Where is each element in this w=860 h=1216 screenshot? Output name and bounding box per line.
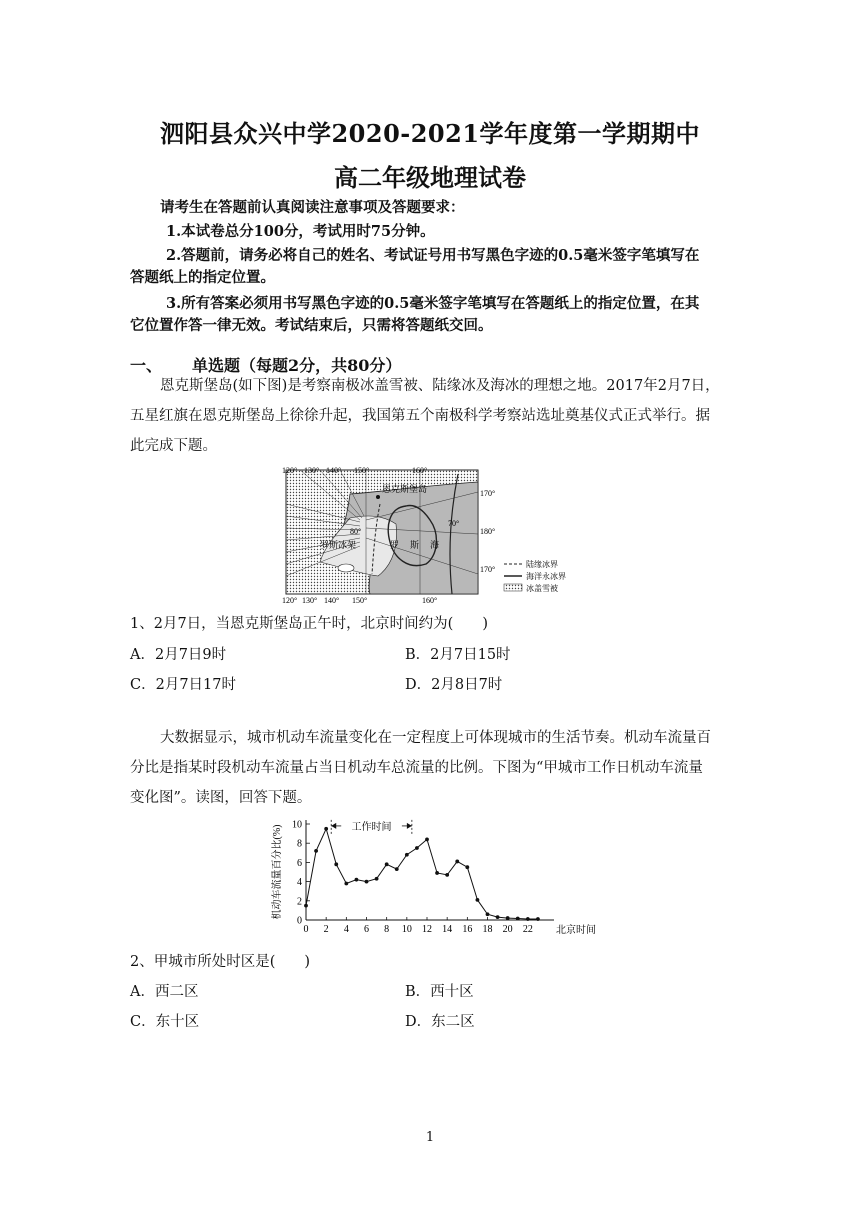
y-tick-label: 8 bbox=[297, 838, 302, 850]
x-tick-label: 6 bbox=[364, 924, 369, 935]
top-lon-160: 160° bbox=[412, 466, 428, 475]
traffic-flow-chart bbox=[266, 812, 596, 942]
right-lon-170-south: 170° bbox=[480, 565, 496, 574]
question2-option-d: D．东二区 bbox=[405, 1014, 475, 1030]
y-axis-label: 机动车流量百分比(%) bbox=[272, 824, 283, 920]
passage1-line3: 此完成下题。 bbox=[130, 438, 217, 454]
data-point bbox=[496, 915, 500, 919]
question2-option-c: C．东十区 bbox=[130, 1014, 200, 1030]
inexpressible-island-marker bbox=[376, 495, 380, 499]
exam-title-line1: 泗阳县众兴中学2020-2021学年度第一学期期中 bbox=[159, 119, 701, 148]
bottom-lon-140: 140° bbox=[324, 596, 340, 605]
passage2-line1: 大数据显示，城市机动车流量变化在一定程度上可体现城市的生活节奏。机动车流量百 bbox=[160, 730, 711, 746]
data-point bbox=[415, 846, 419, 850]
small-island bbox=[338, 564, 354, 572]
x-tick-label: 4 bbox=[343, 924, 349, 935]
x-axis-label: 北京时间 bbox=[556, 925, 596, 936]
passage1-line1: 恩克斯堡岛(如下图)是考察南极冰盖雪被、陆缘冰及海冰的理想之地。2017年2月7日， bbox=[160, 378, 720, 394]
top-lon-120: 120° bbox=[282, 466, 298, 475]
data-point bbox=[445, 873, 449, 877]
legend-ice-cap: 冰盖雪被 bbox=[526, 584, 558, 593]
data-point bbox=[405, 853, 409, 857]
data-point bbox=[536, 917, 540, 921]
data-point bbox=[516, 917, 520, 921]
x-tick-label: 18 bbox=[482, 924, 493, 935]
question2-option-a: A．西二区 bbox=[130, 984, 199, 1000]
question2-stem: 2、甲城市所处时区是( ) bbox=[130, 954, 311, 970]
label-inexpressible-island: 恩克斯堡岛 bbox=[382, 484, 428, 494]
data-point bbox=[476, 898, 480, 902]
question1-option-b: B．2月7日15时 bbox=[405, 647, 511, 663]
data-point bbox=[425, 837, 429, 841]
right-lon-170-north: 170° bbox=[480, 489, 496, 498]
notice-item-3-line1: 3.所有答案必须用书写黑色字迹的0.5毫米签字笔填写在答题纸上的指定位置，在其 bbox=[166, 295, 700, 312]
x-tick-label: 12 bbox=[422, 924, 432, 935]
right-lon-180: 180° bbox=[480, 527, 496, 536]
page-number: 1 bbox=[425, 1130, 435, 1145]
y-tick-label: 0 bbox=[297, 915, 302, 927]
question2-option-b: B．西十区 bbox=[405, 984, 474, 1000]
annotation-label: 工作时间 bbox=[351, 821, 392, 833]
bottom-lon-150: 150° bbox=[352, 596, 368, 605]
notice-item-2-line2: 答题纸上的指定位置。 bbox=[130, 269, 275, 286]
section-title: 单选题（每题2分，共80分） bbox=[192, 356, 402, 375]
notice-intro: 请考生在答题前认真阅读注意事项及答题要求： bbox=[160, 199, 465, 216]
data-point bbox=[334, 862, 338, 866]
data-point bbox=[435, 871, 439, 875]
series-line bbox=[306, 829, 538, 919]
section-number: 一、 bbox=[130, 356, 163, 375]
annotation-arrowhead-left bbox=[331, 823, 336, 829]
notice-item-1: 1.本试卷总分100分，考试用时75分钟。 bbox=[166, 223, 435, 240]
y-tick-label: 6 bbox=[297, 857, 302, 869]
ross-sea-map bbox=[280, 464, 590, 606]
map-legend bbox=[504, 559, 566, 593]
data-point bbox=[355, 878, 359, 882]
data-point bbox=[486, 912, 490, 916]
label-ross-sea-1: 罗 bbox=[390, 540, 400, 550]
data-point bbox=[526, 917, 530, 921]
data-point bbox=[324, 827, 328, 831]
x-tick-label: 2 bbox=[323, 924, 329, 935]
label-ross-sea-2: 斯 bbox=[410, 540, 420, 550]
data-point bbox=[375, 877, 379, 881]
data-point bbox=[465, 865, 469, 869]
x-tick-label: 20 bbox=[502, 924, 513, 935]
question1-option-a: A．2月7日9时 bbox=[130, 647, 227, 663]
bottom-lon-120: 120° bbox=[282, 596, 298, 605]
data-point bbox=[344, 882, 348, 886]
notice-item-3-line2: 它位置作答一律无效。考试结束后，只需将答题纸交回。 bbox=[130, 317, 493, 334]
bottom-lon-160: 160° bbox=[422, 596, 438, 605]
label-lat-80: 80° bbox=[350, 527, 362, 536]
label-lat-70: 70° bbox=[448, 519, 460, 528]
data-point bbox=[304, 904, 308, 908]
bottom-lon-130: 130° bbox=[302, 596, 318, 605]
x-tick-label: 16 bbox=[462, 924, 473, 935]
top-lon-140: 140° bbox=[326, 466, 342, 475]
question1-stem: 1、2月7日，当恩克斯堡岛正午时，北京时间约为( ) bbox=[130, 616, 488, 632]
y-tick-label: 4 bbox=[297, 877, 302, 889]
notice-item-2-line1: 2.答题前，请务必将自己的姓名、考试证号用书写黑色字迹的0.5毫米签字笔填写在 bbox=[166, 247, 700, 264]
x-tick-label: 10 bbox=[401, 924, 412, 935]
data-point bbox=[395, 867, 399, 871]
top-lon-150: 150° bbox=[354, 466, 370, 475]
passage2-line3: 变化图”。读图，回答下题。 bbox=[130, 790, 312, 806]
label-ross-ice-shelf: 罗斯冰架 bbox=[320, 540, 357, 550]
data-point bbox=[506, 916, 510, 920]
passage1-line2: 五星红旗在恩克斯堡岛上徐徐升起，我国第五个南极科学考察站选址奠基仪式正式举行。据 bbox=[130, 408, 710, 424]
x-tick-label: 22 bbox=[522, 924, 533, 935]
legend-land-ice: 陆缘冰界 bbox=[526, 560, 558, 569]
data-point bbox=[365, 880, 369, 884]
top-lon-130: 130° bbox=[304, 466, 320, 475]
legend-sea-ice: 海洋永冰界 bbox=[526, 572, 566, 581]
exam-title-line2: 高二年级地理试卷 bbox=[334, 163, 526, 192]
x-tick-label: 14 bbox=[442, 924, 453, 935]
chart-marks bbox=[304, 827, 540, 921]
data-point bbox=[314, 849, 318, 853]
passage2-line2: 分比是指某时段机动车流量占当日机动车总流量的比例。下图为“甲城市工作日机动车流量 bbox=[130, 760, 703, 776]
label-ross-sea-3: 海 bbox=[430, 540, 440, 550]
x-tick-label: 8 bbox=[384, 924, 390, 935]
annotation-arrowhead-right bbox=[407, 823, 412, 829]
y-tick-label: 2 bbox=[297, 896, 302, 908]
data-point bbox=[455, 860, 459, 864]
data-point bbox=[385, 862, 389, 866]
question1-option-c: C．2月7日17时 bbox=[130, 677, 236, 693]
y-tick-label: 10 bbox=[292, 819, 302, 831]
chart-axes bbox=[270, 820, 596, 937]
x-tick-label: 0 bbox=[303, 924, 309, 935]
question1-option-d: D．2月8日7时 bbox=[405, 677, 503, 693]
